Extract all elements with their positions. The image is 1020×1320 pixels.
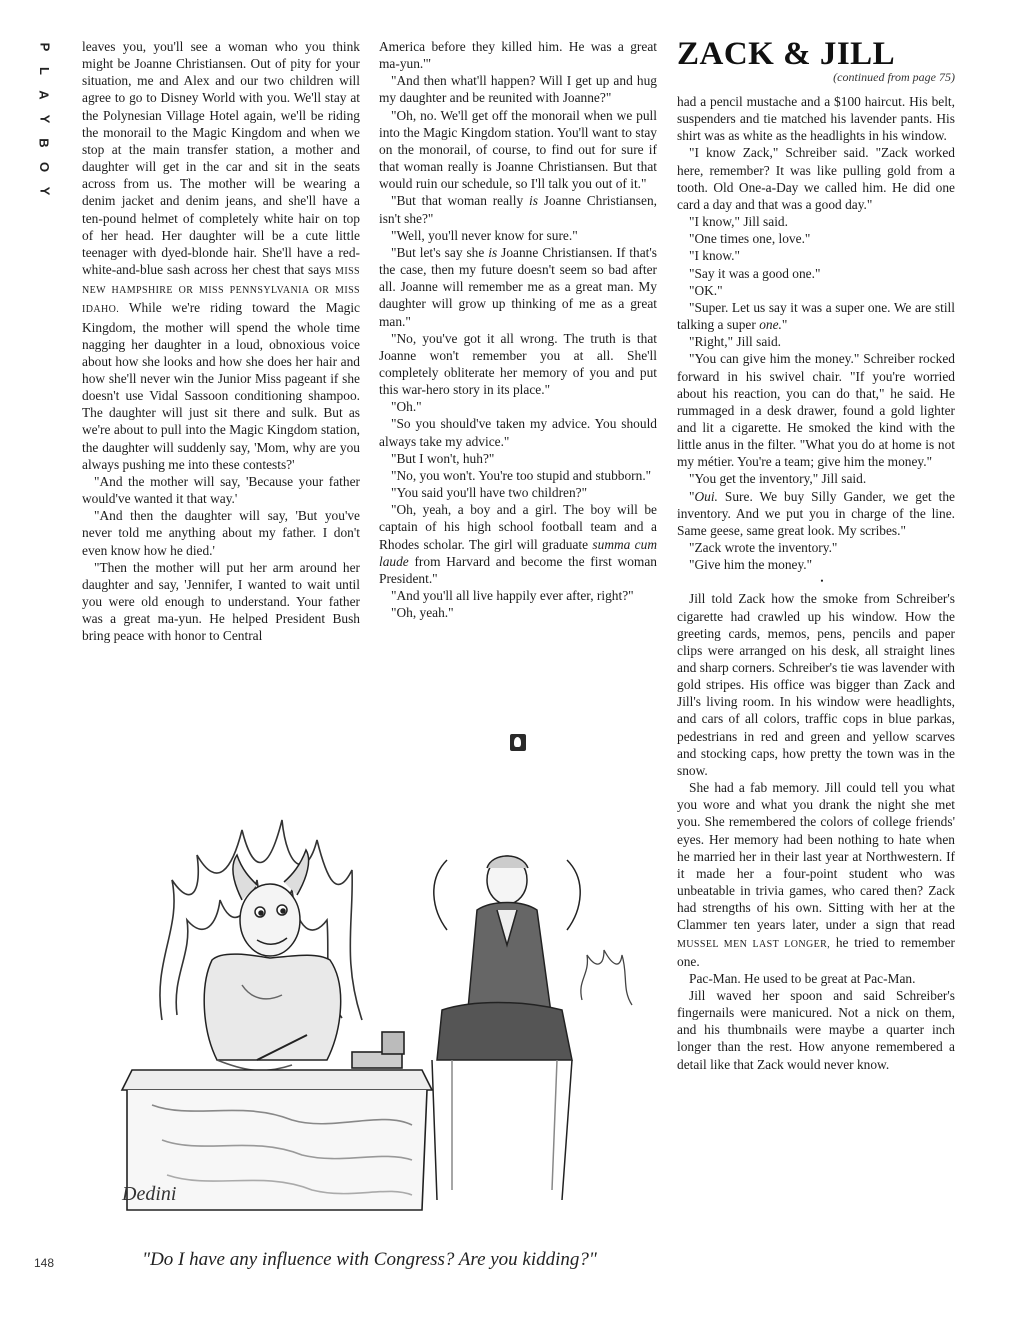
paragraph: leaves you, you'll see a woman who you think might be Joanne Christiansen. Out of pity for your situation, me and Alex and our two children will agree to go to Disney World with you. We'll stay at the Polynesian Village Hotel again, we'll be riding the monorail to the Magic Kingdom and when we stop at the main transfer station, a mother and daughter will get in the car and sit in the seats across from us. The mother will be wearing a denim jacket and denim jeans, and she'll have a ten-pound helmet of completely white hair on top of her head. Her daughter will be a cute little teenager with dyed-blonde hair. She'll have a red-white-and-blue sash across her chest that says MISS NEW HAMPSHIRE OR MISS PENNSYLVANIA OR MISS IDAHO. While we're riding toward the Magic Kingdom, the mother will spend the whole time nagging her daughter in a loud, obnoxious voice about how she looks and how she does her hair and how she'll never win the Junior Miss pageant if she doesn't use Vidal Sassoon conditioning shampoo. The daughter will just sit there and sulk. But as we're about to pull into the Magic Kingdom station, the daughter will suddenly say, 'Mom, why are you always pushing me into these contests?': [82, 39, 360, 472]
artist-signature: Dedini: [122, 1183, 177, 1205]
paragraph: "I know," Jill said.: [689, 214, 788, 230]
cartoon-illustration: [92, 760, 657, 1230]
paragraph: "Right," Jill said.: [689, 334, 782, 350]
paragraph: "And you'll all live happily ever after, right?": [391, 588, 634, 603]
paragraph: Jill waved her spoon and said Schreiber's fingernails were manicured. Not a nick on them, and his thumbnails were maybe a quarter inch longer than the rest. How anyone remembered a detail like that Zack would never know.: [677, 987, 955, 1072]
paragraph: "You said you'll have two children?": [391, 485, 588, 501]
paragraph: "You can give him the money." Schreiber rocked forward in his swivel chair. "If you're worried about his reaction, you can do that," he said. He rummaged in a desk drawer, found a gold lighter and lit a cigarette. He smoked the kind with the little anus in the filter. "What you do at home is not my métier. You're a team; give him the money.": [677, 351, 955, 470]
paragraph: "And the mother will say, 'Because your father would've wanted it that way.': [82, 473, 360, 507]
text-column-2: [379, 38, 657, 728]
brand-letter: Y: [36, 114, 52, 124]
paragraph: "OK.": [689, 282, 723, 298]
brand-letter: Y: [36, 186, 52, 196]
paragraph: "Well, you'll never know for sure.": [391, 227, 578, 243]
paragraph: "Oh.": [391, 399, 422, 415]
text-column-1: [82, 38, 360, 758]
paragraph: "Oh, yeah, a boy and a girl. The boy will be captain of his high school football team and a Rhodes scholar. The girl will graduate summa cum laude from Harvard and become the first woman President.": [379, 502, 657, 586]
paragraph: "So you should've taken my advice. You should always take my advice.": [379, 416, 657, 449]
sign-text: MUSSEL MEN LAST LONGER,: [677, 938, 831, 950]
paragraph: Pac-Man. He used to be great at Pac-Man.: [689, 970, 916, 986]
story-title: ZACK & JILL: [677, 36, 896, 72]
paragraph: "Zack wrote the inventory.": [689, 540, 838, 556]
section-break-bullet: •: [820, 576, 824, 587]
visitor-figure: [432, 856, 580, 1200]
paragraph: "I know Zack," Schreiber said. "Zack worked here, remember? It was like pulling gold from a tooth. Old One-a-Day we called him. He did one card a day and that was a good day.": [677, 145, 955, 212]
paragraph: "But I won't, huh?": [391, 450, 495, 466]
paragraph: Jill told Zack how the smoke from Schreiber's cigarette had crawled up his window. How the greeting cards, memos, pens, pencils and paper clips were arranged on his desk, all straight lines and sharp corners. Schreiber's tie was lavender with gold stripes. His office was bigger than Zack and Jill's living room. In his window were headlights, and cars of all colors, traffic cops in blue parkas, pedestrians in red and green and yellow scarves and stocking caps, how pretty the town was in the snow.: [677, 591, 955, 778]
paragraph: "And then what'll happen? Will I get up and hug my daughter and be reunited with Joanne?": [379, 73, 657, 106]
brand-letter: O: [37, 161, 52, 173]
paragraph: "No, you've got it all wrong. The truth is that Joanne won't remember you at all. She'll completely obliterate her memory of you and put this war-hero story in its place.": [379, 330, 657, 398]
paragraph: "Oh, yeah.": [391, 605, 454, 621]
paragraph: "Oh, no. We'll get off the monorail when we pull into the Magic Kingdom station. You'll want to stay on the monorail, of course, to find out for sure if that woman really is Joanne Christiansen. But that would ruin our schedule, so I'll talk you out of it.": [379, 107, 657, 192]
chair-flames: [581, 950, 632, 1005]
devil-figure: [204, 850, 340, 1070]
text-column-3: [677, 93, 955, 1283]
brand-letter: A: [36, 90, 52, 100]
paragraph: "And then the daughter will say, 'But you've never told me anything about my father. I don't even know how he died.': [82, 508, 360, 558]
paragraph: "I know.": [689, 248, 740, 264]
paragraph: "One times one, love.": [689, 231, 811, 247]
paragraph: "You get the inventory," Jill said.: [689, 471, 867, 487]
paragraph: "But that woman really is Joanne Christiansen, isn't she?": [379, 193, 657, 226]
paragraph: America before they killed him. He was a great ma-yun.'": [379, 39, 657, 72]
cartoon-caption: "Do I have any influence with Congress? Are you kidding?": [142, 1249, 597, 1270]
brand-letter: P: [36, 42, 52, 52]
sash-text: MISS NEW HAMPSHIRE OR MISS PENNSYLVANIA OR MISS IDAHO.: [82, 266, 360, 316]
paragraph: "Super. Let us say it was a super one. We are still talking a super one.": [677, 299, 955, 333]
continued-note: (continued from page 75): [833, 70, 955, 84]
brand-letter: B: [36, 138, 52, 148]
magazine-side-brand: [33, 40, 55, 198]
paragraph: had a pencil mustache and a $100 haircut. His belt, suspenders and tie matched his lavender pants. His shirt was as white as the headlights in his window.: [677, 94, 955, 144]
paragraph: "Oui. Sure. We buy Silly Gander, we get the inventory. And we put you in charge of the line. Same geese, same great look. My scribes.": [677, 488, 955, 538]
paragraph: "But let's say she is Joanne Christiansen. If that's the case, then my future doesn't seem so bad after all. Joanne will remember me as a great man. My daughter will grow up thinking of me as a great man.": [379, 244, 657, 329]
end-of-story-rabbit-icon: [510, 734, 526, 751]
brand-letter: L: [36, 67, 52, 75]
paragraph: "No, you won't. You're too stupid and stubborn.": [391, 467, 652, 483]
paragraph: "Give him the money.": [689, 557, 813, 573]
paragraph: She had a fab memory. Jill could tell you what you wore and what you drank the night she met you. She remembered the colors of college friends' eyes. Her memory had been nothing to hate when he married her in their last year at Northwestern. If it made her a four-point student who was unbeatable in trivia games, who cared then? Zack had strengths of his own. Sitting with her at the Clammer ten years later, under a sign that read MUSSEL MEN LAST LONGER, he tried to remember one.: [677, 780, 955, 969]
paragraph: "Say it was a good one.": [689, 265, 821, 281]
paragraph: "Then the mother will put her arm around her daughter and say, 'Jennifer, I wanted to wait until you were old enough to understand. Your father was a great ma-yun. He helped President Bush bring peace with honor to Central: [82, 559, 360, 644]
page-number: 148: [34, 1256, 55, 1270]
